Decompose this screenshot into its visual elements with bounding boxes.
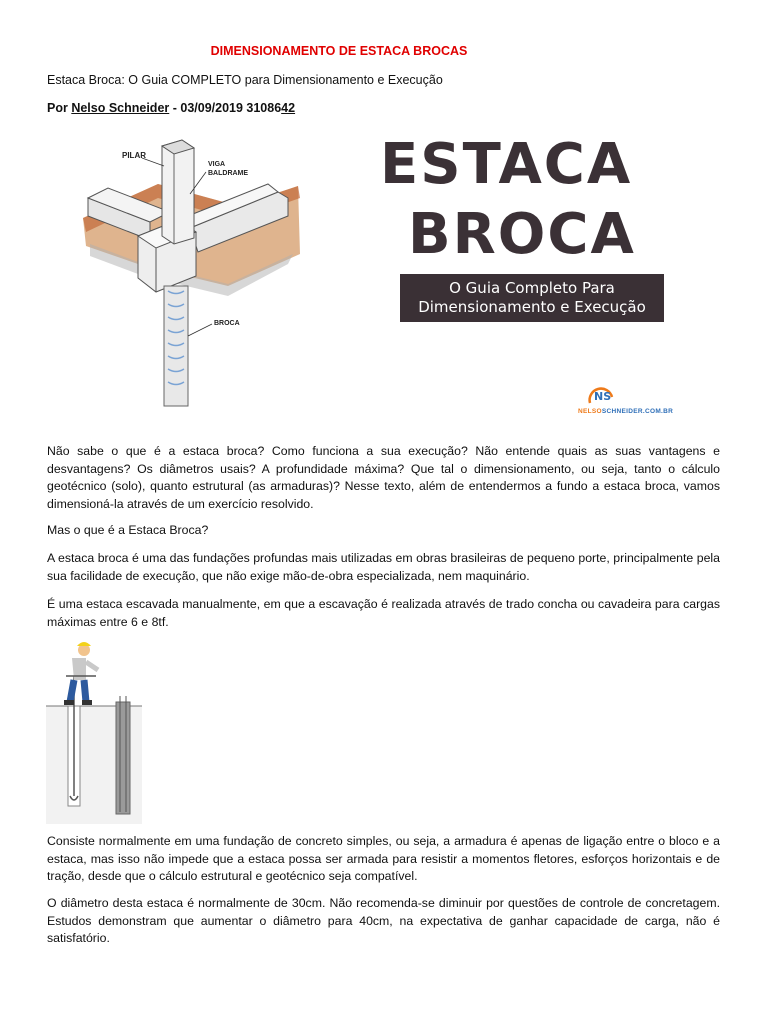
cover-title-line2: BROCA xyxy=(408,202,636,267)
label-broca: BROCA xyxy=(214,320,240,327)
foundation-diagram xyxy=(78,136,302,412)
cover-title-line1: ESTACA xyxy=(380,132,633,197)
cover-band xyxy=(400,274,664,322)
paragraph-excavation: É uma estaca escavada manualmente, em que a escavação é realizada através de trado concha ou cavadeira para cargas máximas entre 6 e 8tf. xyxy=(47,597,720,629)
document-subtitle: Estaca Broca: O Guia COMPLETO para Dimensionamento e Execução xyxy=(47,73,443,87)
paragraph-intro: Não sabe o que é a estaca broca? Como funciona a sua execução? Não entende quais as suas vantagens e desvantagens? Os diâmetros usais? A profundidade máxima? Que tal o dimensionamento, ou seja, tanto o cálculo geotécnico (solo), quanto estrutural (as armaduras)? Nesse texto, além de entendermos a fundo a estaca broca, vamos dimensioná-la através de um exercício resolvido. xyxy=(47,444,720,511)
document-title: DIMENSIONAMENTO DE ESTACA BROCAS xyxy=(210,44,468,58)
ns-logo-icon xyxy=(586,383,616,407)
byline-prefix: Por xyxy=(47,101,72,115)
byline-date: - 03/09/2019 31086 xyxy=(169,101,282,115)
paragraph-concrete: Consiste normalmente em uma fundação de concreto simples, ou seja, a armadura é apenas de ligação entre o bloco e a estaca, mas isso não impede que a estaca possa ser armada para resistir a momentos fletores, esforços horizontais e de tração, desde que o cálculo estrutural e geotécnico seja compatível. xyxy=(47,834,720,883)
label-viga: VIGA xyxy=(208,161,226,168)
paragraph-diameter: O diâmetro desta estaca é normalmente de 30cm. Não recomenda-se diminuir por questões de controle de concretagem. Estudos demonstram que aumentar o diâmetro para 40cm, na expectativa de ganhar capacidade de carga, não é satisfatório. xyxy=(47,896,720,945)
paragraph-question: Mas o que é a Estaca Broca? xyxy=(47,523,209,537)
cover-band-line2: Dimensionamento e Execução xyxy=(418,298,646,316)
worker-auger-illustration xyxy=(46,636,142,824)
paragraph-definition: A estaca broca é uma das fundações profundas mais utilizadas em obras brasileiras de pequeno porte, principalmente pela sua facilidade de execução, que não exige mão-de-obra especializada, nem maquinário. xyxy=(47,551,720,583)
author-link[interactable]: Nelso Schneider xyxy=(71,101,170,115)
logo-letters: NS xyxy=(594,390,612,403)
label-baldrame: BALDRAME xyxy=(208,170,249,177)
brand-site-part2: SCHNEIDER.COM.BR xyxy=(601,408,674,415)
brand-site-part1: NELSO xyxy=(578,408,602,415)
brand-logo xyxy=(578,383,698,423)
label-pilar: PILAR xyxy=(122,151,146,160)
comment-count-link[interactable]: 42 xyxy=(281,101,296,115)
brand-site xyxy=(578,408,673,415)
cover-graphic xyxy=(380,132,680,330)
cover-band-line1: O Guia Completo Para xyxy=(449,279,615,297)
byline xyxy=(47,101,295,115)
